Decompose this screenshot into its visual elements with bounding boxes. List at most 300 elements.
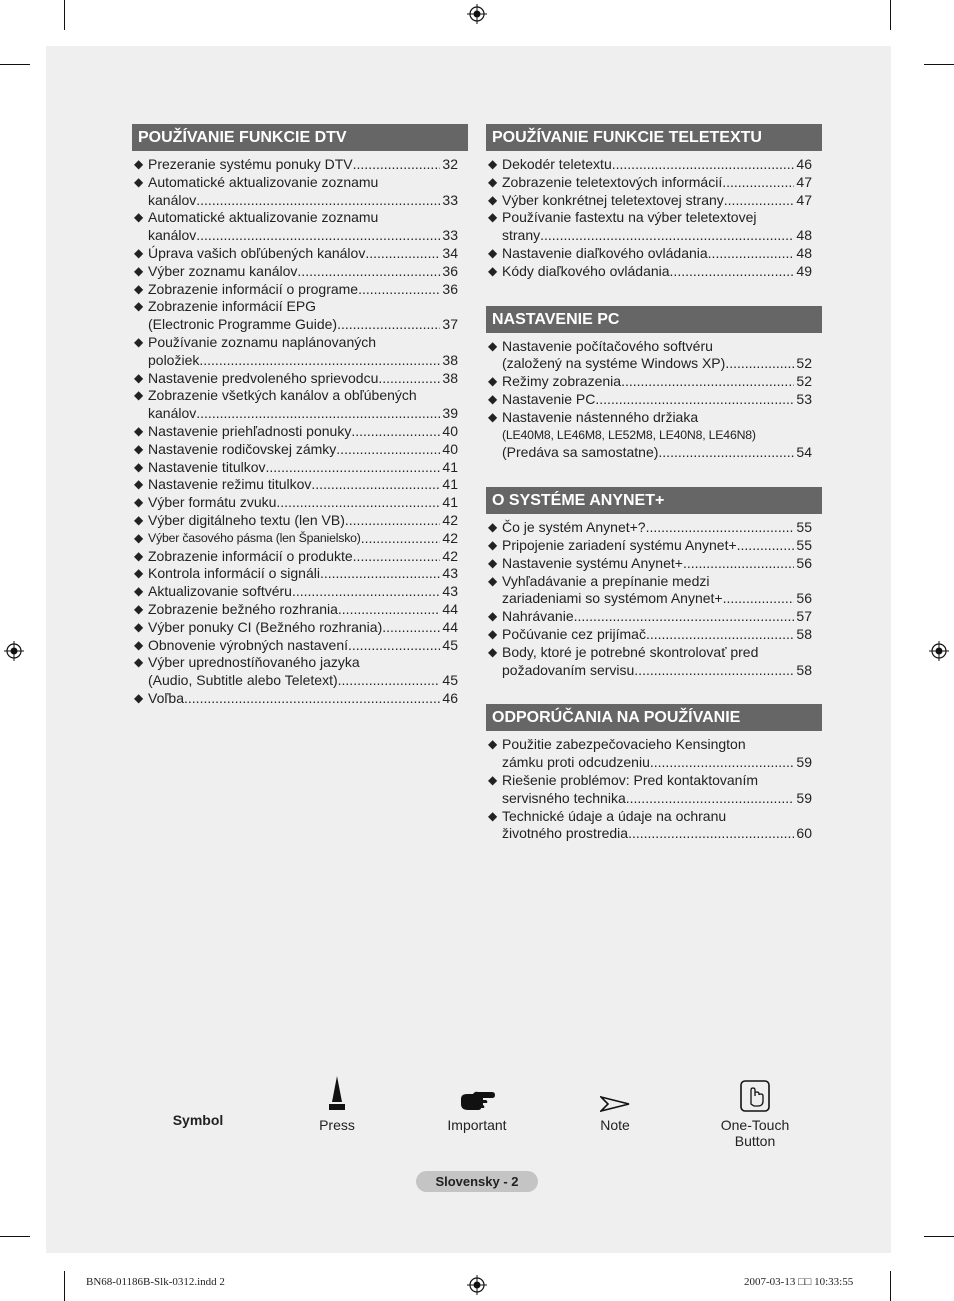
toc-entry-title: Výber uprednostíňovaného jazyka [148, 654, 360, 671]
dot-leader [196, 405, 440, 423]
diamond-bullet-icon: ◆ [488, 263, 498, 278]
crop-mark [0, 64, 30, 65]
toc-entry-line [502, 156, 822, 174]
toc-entry-line [148, 281, 468, 299]
toc-entry-title: Výber zoznamu kanálov [148, 262, 298, 279]
dot-leader [338, 601, 441, 619]
section-heading: O SYSTÉME ANYNET+ [486, 487, 822, 514]
toc-page-number: 47 [796, 173, 812, 190]
toc-entry[interactable] [486, 573, 822, 609]
toc-entry-line [148, 619, 468, 637]
toc-entry-line [502, 192, 822, 210]
toc-entry-title: Body, ktoré je potrebné skontrolovať pred [502, 643, 759, 660]
toc-entry[interactable] [486, 373, 822, 391]
toc-page-number: 53 [796, 390, 812, 407]
toc-entry[interactable] [486, 736, 822, 772]
toc-entry-title: Výber formátu zvuku [148, 494, 277, 511]
diamond-bullet-icon: ◆ [134, 690, 144, 705]
toc-page-number: 47 [796, 191, 812, 208]
dot-leader [683, 555, 794, 573]
dot-leader [338, 672, 441, 690]
toc-entry[interactable] [132, 459, 468, 477]
diamond-bullet-icon: ◆ [134, 441, 144, 456]
toc-entry-title: Používanie zoznamu naplánovaných [148, 333, 377, 350]
toc-entry-title: požadovaním servisu [502, 661, 635, 678]
toc-page-number: 44 [442, 618, 458, 635]
diamond-bullet-icon: ◆ [488, 409, 498, 424]
diamond-bullet-icon: ◆ [488, 644, 498, 659]
toc-entry-line [502, 174, 822, 192]
toc-entry-line [502, 555, 822, 573]
toc-section [486, 124, 822, 281]
toc-entry[interactable] [132, 548, 468, 566]
toc-entry[interactable] [132, 370, 468, 388]
symbol-one-touch: One-Touch Button [705, 1070, 805, 1149]
toc-entry-title: Výber konkrétnej teletextovej strany [502, 191, 724, 208]
diamond-bullet-icon: ◆ [488, 537, 498, 552]
toc-entry[interactable] [132, 476, 468, 494]
toc-entry-line [502, 427, 822, 445]
diamond-bullet-icon: ◆ [134, 601, 144, 616]
toc-entry-title: Zobrazenie bežného rozhrania [148, 600, 338, 617]
registration-mark-icon [4, 641, 24, 661]
toc-page-number: 57 [796, 608, 812, 625]
toc-page-number: 41 [442, 476, 458, 493]
toc-page-number: 54 [796, 444, 812, 461]
toc-entry-title: Výber ponuky CI (Bežného rozhrania) [148, 618, 383, 635]
diamond-bullet-icon: ◆ [134, 566, 144, 581]
diamond-bullet-icon: ◆ [488, 626, 498, 641]
toc-entry-title: Dekodér teletextu [502, 156, 612, 172]
toc-entry[interactable] [132, 174, 468, 210]
toc-entry-title: kanálov [148, 405, 197, 422]
toc-entry-line [148, 601, 468, 619]
toc-entry[interactable] [486, 409, 822, 462]
diamond-bullet-icon: ◆ [134, 245, 144, 260]
toc-entry-line [502, 573, 822, 591]
toc-page-number: 36 [442, 262, 458, 279]
toc-entry[interactable] [132, 583, 468, 601]
toc-entry[interactable] [132, 298, 468, 334]
toc-page-number: 46 [442, 689, 458, 706]
dot-leader [540, 227, 794, 245]
toc-right-column [486, 124, 822, 868]
toc-page-number: 40 [442, 422, 458, 439]
toc-entry-line [502, 245, 822, 263]
toc-entry-line [502, 808, 822, 826]
toc-entry-title: Úprava vašich obľúbených kanálov [148, 244, 366, 261]
dot-leader [276, 494, 440, 512]
symbol-legend-title: Symbol [172, 1112, 224, 1128]
toc-entry-title: životného prostredia [502, 825, 629, 842]
diamond-bullet-icon: ◆ [488, 391, 498, 406]
diamond-bullet-icon: ◆ [134, 299, 144, 314]
dot-leader [646, 519, 795, 537]
dot-leader [196, 227, 440, 245]
toc-entry-title: Nastavenie titulkov [148, 458, 266, 475]
toc-entry-line [148, 476, 468, 494]
toc-entry-title: Nastavenie nástenného držiaka [502, 408, 699, 425]
crop-mark [924, 1236, 954, 1237]
toc-page-number: 33 [442, 191, 458, 208]
toc-entry[interactable] [486, 608, 822, 626]
diamond-bullet-icon: ◆ [488, 573, 498, 588]
page-number-badge: Slovensky - 2 [416, 1171, 538, 1192]
toc-entry-line [148, 227, 468, 245]
toc-entry-line [148, 405, 468, 423]
toc-entry[interactable] [486, 772, 822, 808]
crop-mark [64, 0, 65, 30]
toc-entry-title: Zobrazenie informácií o produkte [148, 547, 353, 564]
toc-entry-title: Nastavenie systému Anynet+ [502, 554, 683, 571]
toc-entry-title: Nastavenie rodičovskej zámky [148, 440, 337, 457]
toc-entry-line [502, 736, 822, 754]
toc-page-number: 45 [442, 672, 458, 689]
toc-entry-line [148, 423, 468, 441]
diamond-bullet-icon: ◆ [134, 370, 144, 385]
toc-entry[interactable] [486, 192, 822, 210]
toc-entry-line [502, 338, 822, 356]
toc-entry[interactable] [132, 637, 468, 655]
diamond-bullet-icon: ◆ [134, 263, 144, 278]
toc-entry[interactable] [132, 423, 468, 441]
diamond-bullet-icon: ◆ [488, 609, 498, 624]
toc-entry-title: Výber digitálneho textu (len VB) [148, 511, 345, 528]
toc-page-number: 52 [796, 373, 812, 390]
toc-entry-title: zariadeniami so systémom Anynet+ [502, 590, 723, 607]
registration-mark-icon [929, 641, 949, 661]
diamond-bullet-icon: ◆ [488, 520, 498, 535]
toc-page-number: 43 [442, 565, 458, 582]
toc-entry-line [502, 444, 822, 462]
section-heading: NASTAVENIE PC [486, 306, 822, 333]
toc-page-number: 42 [442, 547, 458, 564]
diamond-bullet-icon: ◆ [134, 281, 144, 296]
dot-leader [378, 370, 440, 388]
toc-entry-line [502, 626, 822, 644]
toc-section [486, 704, 822, 843]
toc-entry-title: Zobrazenie informácií EPG [148, 298, 317, 315]
toc-page-number: 42 [442, 529, 458, 546]
dot-leader [723, 590, 795, 608]
toc-entry-title: Nastavenie diaľkového ovládania [502, 244, 708, 261]
toc-page-number: 42 [442, 511, 458, 528]
toc-entry[interactable] [132, 281, 468, 299]
toc-entry-title: Počúvanie cez prijímač [502, 625, 646, 642]
dot-leader [311, 476, 440, 494]
dot-leader [266, 459, 441, 477]
toc-entry-line [502, 537, 822, 555]
crop-mark [890, 0, 891, 30]
dot-leader [621, 373, 794, 391]
diamond-bullet-icon: ◆ [488, 338, 498, 353]
toc-entry[interactable] [132, 441, 468, 459]
dot-leader [626, 790, 795, 808]
toc-entry-title: položiek [148, 351, 200, 368]
toc-entry-title: servisného technika [502, 789, 626, 806]
diamond-bullet-icon: ◆ [488, 772, 498, 787]
diamond-bullet-icon: ◆ [134, 584, 144, 599]
dot-leader [708, 245, 795, 263]
section-heading: POUŽÍVANIE FUNKCIE DTV [132, 124, 468, 151]
toc-entry-title: Pripojenie zariadení systému Anynet+ [502, 536, 737, 553]
dot-leader [199, 352, 440, 370]
diamond-bullet-icon: ◆ [134, 477, 144, 492]
toc-entry-line [502, 754, 822, 772]
toc-entry[interactable] [486, 209, 822, 245]
dot-leader [725, 355, 794, 373]
toc-entry-title: (LE40M8, LE46M8, LE52M8, LE40N8, LE46N8) [502, 427, 756, 442]
diamond-bullet-icon: ◆ [134, 637, 144, 652]
toc-entry[interactable] [486, 626, 822, 644]
diamond-bullet-icon: ◆ [488, 192, 498, 207]
pointing-hand-icon [459, 1090, 495, 1112]
note-arrow-icon [600, 1096, 630, 1112]
toc-entry[interactable] [486, 245, 822, 263]
diamond-bullet-icon: ◆ [488, 157, 498, 171]
press-icon [327, 1076, 347, 1112]
toc-entry[interactable] [132, 387, 468, 423]
toc-entry-line [148, 441, 468, 459]
diamond-bullet-icon: ◆ [488, 555, 498, 570]
toc-page-number: 39 [442, 405, 458, 422]
toc-entry[interactable] [132, 494, 468, 512]
toc-entry-line [148, 583, 468, 601]
toc-entry[interactable] [132, 530, 468, 548]
crop-mark [890, 1271, 891, 1301]
symbol-press: Press [297, 1070, 377, 1133]
toc-entry[interactable] [486, 391, 822, 409]
toc-entry-line [148, 548, 468, 566]
dot-leader [358, 281, 440, 299]
toc-page-number: 38 [442, 369, 458, 386]
toc-entry[interactable] [132, 263, 468, 281]
diamond-bullet-icon: ◆ [134, 210, 144, 225]
toc-entry-line [502, 644, 822, 662]
dot-leader [297, 263, 440, 281]
diamond-bullet-icon: ◆ [134, 459, 144, 474]
diamond-bullet-icon: ◆ [134, 619, 144, 634]
diamond-bullet-icon: ◆ [134, 548, 144, 563]
dot-leader [670, 263, 795, 281]
toc-entry-title: Použitie zabezpečovacieho Kensington [502, 736, 746, 753]
toc-entry[interactable] [486, 156, 822, 174]
diamond-bullet-icon: ◆ [134, 530, 144, 545]
toc-page-number: 56 [796, 590, 812, 607]
diamond-bullet-icon: ◆ [134, 495, 144, 510]
crop-mark [924, 64, 954, 65]
toc-entry-title: zámku proti odcudzeniu [502, 754, 650, 771]
toc-entry-line [148, 494, 468, 512]
symbol-legend [0, 1070, 954, 1160]
toc-page-number: 52 [796, 355, 812, 372]
toc-entry[interactable] [132, 654, 468, 690]
toc-entry[interactable] [486, 644, 822, 680]
toc-page-number: 59 [796, 789, 812, 806]
toc-entry-title: Zobrazenie informácií o programe [148, 280, 359, 297]
toc-entry-title: Vyhľadávanie a prepínanie medzi [502, 572, 710, 589]
toc-entry[interactable] [486, 808, 822, 844]
toc-entry-title: Automatické aktualizovanie zoznamu [148, 173, 379, 190]
dot-leader [382, 619, 440, 637]
toc-entry-line [148, 245, 468, 263]
toc-entry[interactable] [132, 565, 468, 583]
toc-entry[interactable] [486, 263, 822, 281]
dot-leader [737, 537, 795, 555]
toc-entry-line [148, 263, 468, 281]
diamond-bullet-icon: ◆ [134, 655, 144, 670]
toc-entry-title: Kontrola informácií o signáli [148, 565, 320, 582]
toc-entry-line [502, 391, 822, 409]
toc-entry[interactable] [132, 512, 468, 530]
toc-entry-title: Technické údaje a údaje na ochranu [502, 807, 727, 824]
toc-left-column [132, 124, 468, 733]
toc-entry[interactable] [132, 601, 468, 619]
toc-entry-line [502, 590, 822, 608]
dot-leader [353, 156, 441, 174]
dot-leader [628, 825, 794, 843]
one-touch-button-icon [740, 1080, 770, 1112]
toc-entry-line [148, 459, 468, 477]
diamond-bullet-icon: ◆ [134, 334, 144, 349]
dot-leader [336, 441, 440, 459]
toc-entry-line [148, 298, 468, 316]
diamond-bullet-icon: ◆ [488, 245, 498, 260]
toc-entry[interactable] [132, 690, 468, 708]
diamond-bullet-icon: ◆ [134, 157, 144, 171]
diamond-bullet-icon: ◆ [488, 174, 498, 189]
toc-entry-title: Používanie fastextu na výber teletextovej [502, 209, 757, 226]
toc-entry-line [502, 209, 822, 227]
toc-entry-line [502, 519, 822, 537]
toc-entry-line [148, 156, 468, 174]
toc-page-number: 60 [796, 825, 812, 842]
toc-entry-title: Prezeranie systému ponuky DTV [148, 156, 353, 172]
toc-entry-line [148, 209, 468, 227]
toc-page-number: 48 [796, 227, 812, 244]
dot-leader [658, 444, 794, 462]
dot-leader [348, 637, 440, 655]
toc-entry[interactable] [132, 619, 468, 637]
section-heading: ODPORÚČANIA NA POUŽÍVANIE [486, 704, 822, 731]
diamond-bullet-icon: ◆ [134, 423, 144, 438]
toc-page-number: 34 [442, 244, 458, 261]
toc-entry-line [502, 790, 822, 808]
diamond-bullet-icon: ◆ [134, 512, 144, 527]
toc-entry-title: Aktualizovanie softvéru [148, 583, 292, 600]
toc-entry[interactable] [132, 156, 468, 174]
toc-entry-title: (Audio, Subtitle alebo Teletext) [148, 672, 338, 689]
toc-section [486, 306, 822, 463]
toc-entry[interactable] [486, 338, 822, 374]
toc-page-number: 32 [442, 156, 458, 172]
toc-page-number: 58 [796, 625, 812, 642]
diamond-bullet-icon: ◆ [488, 808, 498, 823]
toc-entry-title: Nastavenie režimu titulkov [148, 476, 312, 493]
toc-entry-title: Nastavenie počítačového softvéru [502, 337, 713, 354]
crop-mark [64, 1271, 65, 1301]
toc-page-number: 40 [442, 440, 458, 457]
toc-page-number: 58 [796, 661, 812, 678]
dot-leader [320, 565, 440, 583]
toc-entry-line [148, 174, 468, 192]
toc-entry[interactable] [132, 334, 468, 370]
toc-entry-title: Čo je systém Anynet+? [502, 519, 646, 536]
toc-entry[interactable] [132, 209, 468, 245]
toc-entry-title: Voľba [148, 689, 185, 706]
registration-mark-icon [467, 1275, 487, 1295]
dot-leader [650, 754, 795, 772]
toc-page-number: 38 [442, 351, 458, 368]
toc-entry[interactable] [486, 537, 822, 555]
toc-entry[interactable] [486, 519, 822, 537]
toc-entry-title: Riešenie problémov: Pred kontaktovaním [502, 771, 759, 788]
dot-leader [595, 391, 794, 409]
crop-mark [0, 1236, 30, 1237]
dot-leader [724, 192, 795, 210]
toc-page-number: 59 [796, 754, 812, 771]
toc-section [486, 487, 822, 679]
toc-entry-title: Kódy diaľkového ovládania [502, 262, 670, 279]
toc-entry-title: Zobrazenie teletextových informácií [502, 173, 723, 190]
toc-page-number: 55 [796, 519, 812, 536]
toc-entry-line [148, 352, 468, 370]
toc-entry-line [148, 512, 468, 530]
dot-leader [646, 626, 794, 644]
dot-leader [196, 192, 440, 210]
dot-leader [184, 690, 440, 708]
symbol-note: Note [575, 1070, 655, 1133]
dot-leader [292, 583, 440, 601]
toc-entry-line [502, 608, 822, 626]
toc-entry[interactable] [486, 555, 822, 573]
file-slug: BN68-01186B-Slk-0312.indd 2 [86, 1276, 225, 1288]
toc-entry-title: strany [502, 227, 541, 244]
toc-entry-line [148, 637, 468, 655]
dot-leader [345, 512, 441, 530]
dot-leader [337, 316, 440, 334]
toc-entry-line [502, 355, 822, 373]
toc-entry-title: Nastavenie predvoleného sprievodcu [148, 369, 379, 386]
toc-entry-title: Nahrávanie [502, 608, 574, 625]
toc-entry-line [502, 825, 822, 843]
toc-entry-line [148, 530, 468, 548]
section-heading: POUŽÍVANIE FUNKCIE TELETEXTU [486, 124, 822, 151]
toc-entry-line [502, 772, 822, 790]
toc-page-number: 45 [442, 636, 458, 653]
toc-entry-line [148, 565, 468, 583]
toc-entry-line [148, 370, 468, 388]
toc-entry-line [148, 672, 468, 690]
toc-entry-line [148, 192, 468, 210]
toc-entry[interactable] [486, 174, 822, 192]
toc-section [132, 124, 468, 708]
diamond-bullet-icon: ◆ [488, 210, 498, 225]
diamond-bullet-icon: ◆ [134, 388, 144, 403]
toc-page-number: 41 [442, 458, 458, 475]
toc-page-number: 36 [442, 280, 458, 297]
toc-entry-line [502, 227, 822, 245]
toc-page-number: 33 [442, 227, 458, 244]
toc-page-number: 37 [442, 316, 458, 333]
toc-entry[interactable] [132, 245, 468, 263]
toc-entry-line [502, 409, 822, 427]
toc-entry-line [148, 654, 468, 672]
toc-entry-title: (založený na systéme Windows XP) [502, 355, 726, 372]
dot-leader [353, 548, 441, 566]
toc-entry-title: kanálov [148, 227, 197, 244]
diamond-bullet-icon: ◆ [488, 374, 498, 389]
